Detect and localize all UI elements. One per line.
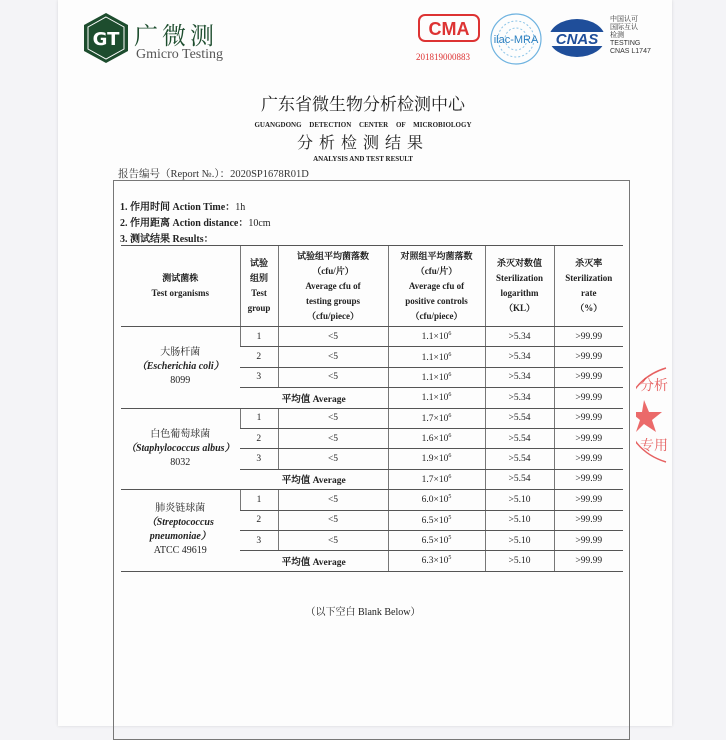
header-line: Average cfu of [408, 280, 465, 291]
gmicro-logo-icon [83, 12, 129, 64]
cnas-line: CNAS L1747 [610, 48, 651, 55]
test-cfu-cell [278, 347, 388, 367]
header-line: Test [251, 288, 267, 298]
rate-cell-value: >99.99 [575, 454, 603, 465]
action-time-value: 1h [235, 202, 246, 213]
group-cell-value: 1 [256, 331, 262, 342]
action-distance-value: 10cm [248, 218, 271, 229]
kl-cell [485, 469, 554, 489]
logo-cn-text: 广微测 [134, 22, 218, 50]
rate-cell [554, 449, 623, 469]
rate-cell-value: >99.99 [575, 433, 603, 444]
logo-en-text: Gmicro Testing [136, 47, 224, 62]
exponent: 6 [448, 351, 452, 358]
rate-cell-value: >99.99 [575, 535, 603, 546]
test-cfu-cell-value: <5 [327, 372, 339, 383]
group-cell-value: 2 [256, 352, 262, 363]
document-subtitle-en: ANALYSIS AND TEST RESULT [313, 155, 413, 163]
rate-cell-value: >99.99 [575, 494, 603, 505]
header-line: （%） [575, 303, 603, 313]
kl-cell-value: >5.54 [508, 413, 531, 424]
test-cfu-cell [278, 449, 388, 469]
control-cfu-cell [388, 408, 485, 428]
svg-text:分析: 分析 [640, 378, 668, 394]
test-cfu-cell [278, 530, 388, 550]
header-test-group [240, 246, 278, 327]
cnas-line: 国际互认 [610, 24, 638, 31]
rate-cell [554, 428, 623, 448]
average-label-cell [240, 469, 388, 489]
rate-cell [554, 327, 623, 347]
header-line: 试验组平均菌落数 [296, 250, 369, 261]
header-line: testing groups [305, 295, 361, 306]
header-line: （cfu/piece） [410, 310, 463, 321]
results-label: 3. 测试结果 Results： [120, 234, 214, 245]
group-cell-value: 2 [256, 515, 262, 526]
ilac-mra-logo-icon [488, 12, 544, 66]
organism-name-cn: 大肠杆菌 [160, 347, 201, 359]
test-cfu-cell-value: <5 [327, 494, 339, 505]
rate-cell-value: >99.99 [575, 555, 603, 566]
average-label-cell-value: 平均值 Average [281, 476, 346, 487]
exponent: 6 [448, 412, 452, 419]
cma-mark-text: CMA [428, 19, 470, 39]
action-time [120, 198, 245, 213]
kl-cell [485, 388, 554, 408]
kl-cell-value: >5.54 [508, 454, 531, 465]
group-cell-value: 3 [256, 535, 262, 546]
header-line: 测试菌株 [162, 273, 199, 283]
control-cfu-cell-value: 1.7×10 [421, 475, 449, 485]
rate-cell [554, 469, 623, 489]
group-cell-value: 1 [256, 413, 262, 424]
action-distance [120, 214, 271, 229]
control-cfu-cell-value: 1.1×10 [421, 332, 449, 343]
ilac-mark-text: ilac-MRA [493, 34, 539, 46]
control-cfu-cell-value: 1.9×10 [421, 454, 449, 465]
header-line: Test organisms [151, 288, 209, 298]
organism-strain: 8032 [170, 456, 191, 468]
kl-cell-value: >5.10 [508, 494, 531, 505]
svg-text:专用: 专用 [640, 438, 668, 454]
rate-cell-value: >99.99 [575, 515, 603, 526]
exponent: 6 [448, 453, 452, 460]
group-cell [240, 367, 278, 387]
control-cfu-cell [388, 551, 485, 571]
control-cfu-cell-value: 1.1×10 [421, 373, 449, 384]
kl-cell-value: >5.10 [508, 555, 531, 566]
action-distance-label: 2. 作用距离 Action distance： [120, 218, 249, 229]
control-cfu-cell [388, 449, 485, 469]
header-line: （cfu/片） [312, 265, 354, 276]
control-cfu-cell-value: 6.0×10 [421, 495, 449, 506]
rate-cell [554, 347, 623, 367]
organism-name-latin: （Streptococcus pneumoniae） [146, 517, 214, 543]
cma-number: 201819000883 [416, 52, 470, 62]
control-cfu-cell-value: 1.7×10 [421, 413, 449, 424]
action-time-label: 1. 作用时间 Action Time： [120, 202, 236, 213]
header-line: positive controls [405, 295, 468, 306]
organism-latin-text: Streptococcus pneumoniae [149, 517, 214, 543]
kl-cell [485, 367, 554, 387]
group-cell [240, 510, 278, 530]
rate-cell [554, 408, 623, 428]
rate-cell-value: >99.99 [575, 352, 603, 363]
kl-cell [485, 408, 554, 428]
test-cfu-cell-value: <5 [327, 413, 339, 424]
exponent: 6 [448, 371, 452, 378]
rate-cell [554, 551, 623, 571]
test-cfu-cell [278, 428, 388, 448]
average-label-cell-value: 平均值 Average [281, 394, 346, 405]
exponent: 5 [448, 494, 452, 501]
test-cfu-cell [278, 490, 388, 510]
kl-cell-value: >5.34 [508, 331, 531, 342]
control-cfu-cell [388, 490, 485, 510]
exponent: 6 [448, 331, 452, 338]
cnas-logo-icon [548, 18, 606, 58]
kl-cell [485, 510, 554, 530]
control-cfu-cell-value: 1.6×10 [421, 434, 449, 445]
kl-cell [485, 428, 554, 448]
exponent: 6 [448, 392, 452, 399]
control-cfu-cell [388, 367, 485, 387]
kl-cell-value: >5.34 [508, 352, 531, 363]
exponent: 6 [448, 473, 452, 480]
control-cfu-cell-value: 6.5×10 [421, 536, 449, 547]
header-line: （KL） [503, 303, 535, 313]
rate-cell [554, 367, 623, 387]
cnas-line: 中国认可 [610, 16, 638, 23]
header-sterilization-log [485, 246, 554, 327]
rate-cell-value: >99.99 [575, 372, 603, 383]
organism-strain: 8099 [170, 375, 191, 387]
document-title-en: GUANGDONG DETECTION CENTER OF MICROBIOLOGY [254, 121, 472, 129]
header-test-organisms [121, 246, 240, 327]
exponent: 5 [448, 535, 452, 542]
official-stamp-icon [636, 360, 696, 470]
rate-cell [554, 530, 623, 550]
cnas-accreditation-text [610, 16, 651, 56]
header-line: Sterilization [565, 273, 613, 283]
logo-mark-text: GT [92, 29, 120, 50]
control-cfu-cell-value: 6.5×10 [421, 515, 449, 526]
header-line: 试验 [249, 258, 268, 268]
test-cfu-cell-value: <5 [327, 352, 339, 363]
group-cell [240, 408, 278, 428]
organism-latin-text: Staphylococcus albus [135, 442, 225, 454]
test-cfu-cell-value: <5 [327, 515, 339, 526]
kl-cell-value: >5.54 [508, 474, 531, 485]
report-number: 报告编号（Report №.）：2020SP1678R01D [118, 169, 309, 180]
organism-name-cn: 白色葡萄球菌 [150, 428, 211, 440]
organism-name-latin: （Staphylococcus albus） [125, 442, 235, 454]
organism-cell [121, 327, 240, 409]
control-cfu-cell [388, 327, 485, 347]
header-line: 杀灭对数值 [496, 258, 542, 268]
rate-cell [554, 388, 623, 408]
kl-cell [485, 490, 554, 510]
cnas-line: TESTING [610, 40, 641, 47]
rate-cell-value: >99.99 [575, 392, 603, 403]
kl-cell [485, 449, 554, 469]
control-cfu-cell-value: 6.3×10 [421, 556, 449, 567]
kl-cell-value: >5.10 [508, 535, 531, 546]
organism-latin-text: Escherichia coli [146, 361, 214, 373]
control-cfu-cell [388, 530, 485, 550]
group-cell [240, 490, 278, 510]
document-title-cn: 广东省微生物分析检测中心 [261, 95, 465, 115]
test-cfu-cell [278, 408, 388, 428]
group-cell-value: 1 [256, 494, 262, 505]
header-line: （cfu/片） [415, 265, 458, 276]
header-line: （cfu/piece） [307, 310, 359, 321]
test-cfu-cell-value: <5 [327, 454, 339, 465]
kl-cell-value: >5.34 [508, 372, 531, 383]
header-control-avg-cfu [388, 246, 485, 327]
group-cell-value: 3 [256, 372, 262, 383]
average-label-cell [240, 551, 388, 571]
rate-cell [554, 490, 623, 510]
control-cfu-cell [388, 469, 485, 489]
header-line: 组别 [249, 273, 268, 283]
average-label-cell-value: 平均值 Average [281, 557, 346, 568]
test-cfu-cell-value: <5 [327, 331, 339, 342]
header-line: 对照组平均菌落数 [400, 250, 473, 261]
exponent: 5 [448, 514, 452, 521]
kl-cell-value: >5.34 [508, 392, 531, 403]
table-row [121, 327, 623, 347]
kl-cell-value: >5.54 [508, 433, 531, 444]
blank-below-note: （以下空白 Blank Below） [305, 607, 421, 618]
control-cfu-cell [388, 428, 485, 448]
group-cell [240, 347, 278, 367]
group-cell [240, 327, 278, 347]
rate-cell [554, 510, 623, 530]
document-subtitle-cn: 分析检测结果 [296, 133, 429, 152]
control-cfu-cell [388, 388, 485, 408]
organism-cell [121, 408, 240, 490]
rate-cell-value: >99.99 [575, 474, 603, 485]
kl-cell-value: >5.10 [508, 515, 531, 526]
header-sterilization-rate [554, 246, 623, 327]
test-cfu-cell [278, 327, 388, 347]
test-cfu-cell [278, 510, 388, 530]
control-cfu-cell-value: 1.1×10 [421, 352, 449, 363]
test-cfu-cell-value: <5 [327, 433, 339, 444]
exponent: 6 [448, 433, 452, 440]
header-line: Sterilization [496, 273, 543, 283]
kl-cell [485, 327, 554, 347]
average-label-cell [240, 388, 388, 408]
header-line: 杀灭率 [575, 258, 603, 268]
organism-cell [121, 490, 240, 572]
exponent: 5 [448, 555, 452, 562]
organism-strain: ATCC 49619 [153, 545, 207, 557]
group-cell [240, 428, 278, 448]
control-cfu-cell-value: 1.1×10 [421, 393, 449, 404]
kl-cell [485, 530, 554, 550]
organism-name-latin: （Escherichia coli） [136, 361, 224, 373]
results-table [121, 245, 623, 572]
header-line: Average cfu of [305, 280, 361, 291]
table-row [121, 408, 623, 428]
rate-cell-value: >99.99 [575, 331, 603, 342]
kl-cell [485, 551, 554, 571]
group-cell [240, 449, 278, 469]
table-row [121, 490, 623, 510]
cma-logo-icon [418, 14, 480, 42]
cnas-mark-text: CNAS [555, 31, 599, 48]
cnas-line: 检测 [610, 32, 624, 39]
test-cfu-cell-value: <5 [327, 535, 339, 546]
kl-cell [485, 347, 554, 367]
header-test-avg-cfu [278, 246, 388, 327]
control-cfu-cell [388, 510, 485, 530]
organism-name-cn: 肺炎链球菌 [155, 503, 206, 515]
rate-cell-value: >99.99 [575, 413, 603, 424]
header-line: group [247, 303, 271, 313]
header-line: rate [581, 288, 597, 298]
group-cell-value: 3 [256, 454, 262, 465]
header-line: logarithm [500, 288, 539, 298]
group-cell-value: 2 [256, 433, 262, 444]
test-cfu-cell [278, 367, 388, 387]
group-cell [240, 530, 278, 550]
control-cfu-cell [388, 347, 485, 367]
